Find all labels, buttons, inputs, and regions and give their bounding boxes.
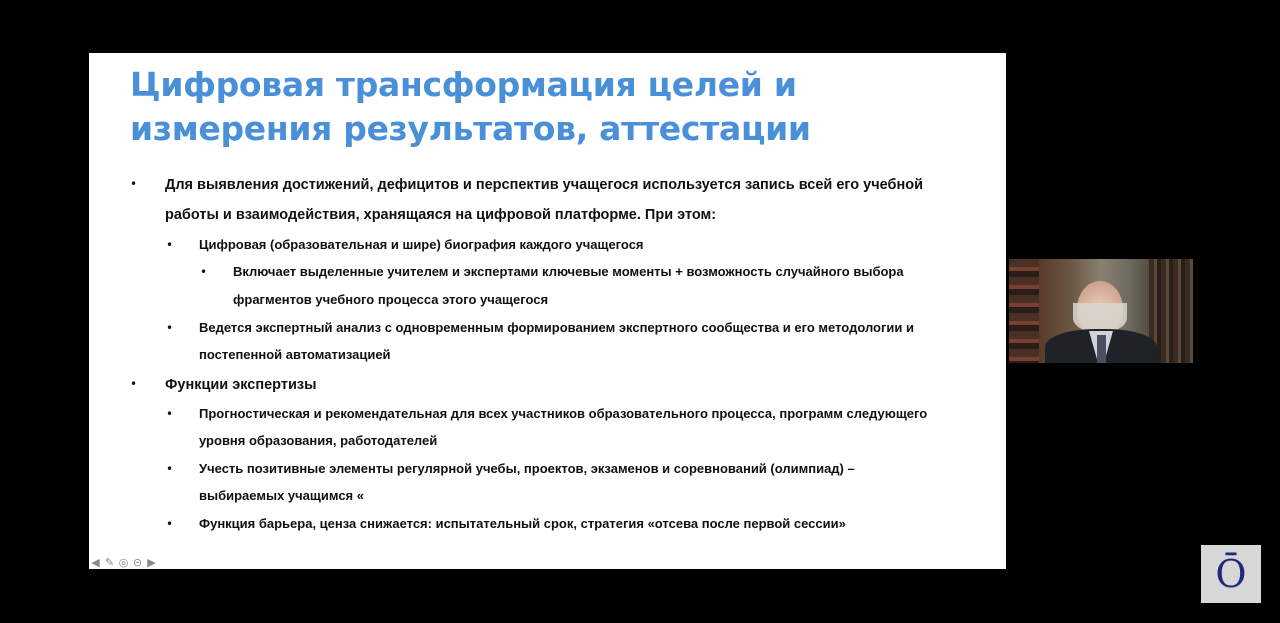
bullet-marker: •	[166, 517, 174, 531]
list-item: Цифровая (образовательная и шире) биография каждого учащегося	[199, 237, 644, 252]
bullet-marker: •	[200, 265, 208, 279]
slide-navigation	[90, 555, 157, 569]
bullet-marker: •	[130, 177, 138, 191]
list-item: работы и взаимодействия, хранящаяся на цифровой платформе. При этом:	[165, 207, 717, 223]
list-item: Ведется экспертный анализ с одновременным формированием экспертного сообщества и его методологии и	[199, 320, 914, 335]
presentation-slide	[89, 53, 1006, 569]
bullet-marker: •	[166, 462, 174, 476]
arrow-right-icon[interactable]: ▶	[147, 555, 156, 569]
list-item: Учесть позитивные элементы регулярной учебы, проектов, экзаменов и соревнований (олимпиад) –	[199, 461, 855, 476]
pen-icon[interactable]: ✎	[104, 555, 115, 569]
logo-glyph: Ō	[1215, 552, 1247, 596]
slide-title	[130, 63, 990, 151]
list-item: фрагментов учебного процесса этого учащегося	[233, 292, 549, 307]
list-item: выбираемых учащимся «	[199, 488, 364, 503]
list-item: Прогностическая и рекомендательная для всех участников образовательного процесса, программ следующего	[199, 406, 928, 421]
bullet-marker: •	[166, 407, 174, 421]
zoom-icon[interactable]: ◎	[118, 555, 129, 569]
bullet-marker: •	[166, 238, 174, 252]
webcam-video-feed	[1009, 259, 1193, 363]
list-item: постепенной автоматизацией	[199, 347, 391, 362]
slide-title-line-1: Цифровая трансформация целей и	[130, 65, 797, 104]
logo-icon	[1201, 545, 1261, 603]
list-item: Включает выделенные учителем и экспертами ключевые моменты + возможность случайного выбора	[233, 264, 904, 279]
bullet-marker: •	[130, 377, 138, 391]
list-item: Функции экспертизы	[165, 377, 317, 393]
arrow-left-icon[interactable]: ◀	[91, 555, 100, 569]
list-item: Для выявления достижений, дефицитов и перспектив учащегося используется запись всей его учебной	[165, 177, 923, 193]
list-item: уровня образования, работодателей	[199, 433, 438, 448]
bullet-marker: •	[166, 321, 174, 335]
menu-icon[interactable]: ⊝	[132, 555, 143, 569]
slide-title-line-2: измерения результатов, аттестации	[130, 109, 811, 148]
list-item: Функция барьера, ценза снижается: испытательный срок, стратегия «отсева после первой сессии»	[199, 516, 846, 531]
